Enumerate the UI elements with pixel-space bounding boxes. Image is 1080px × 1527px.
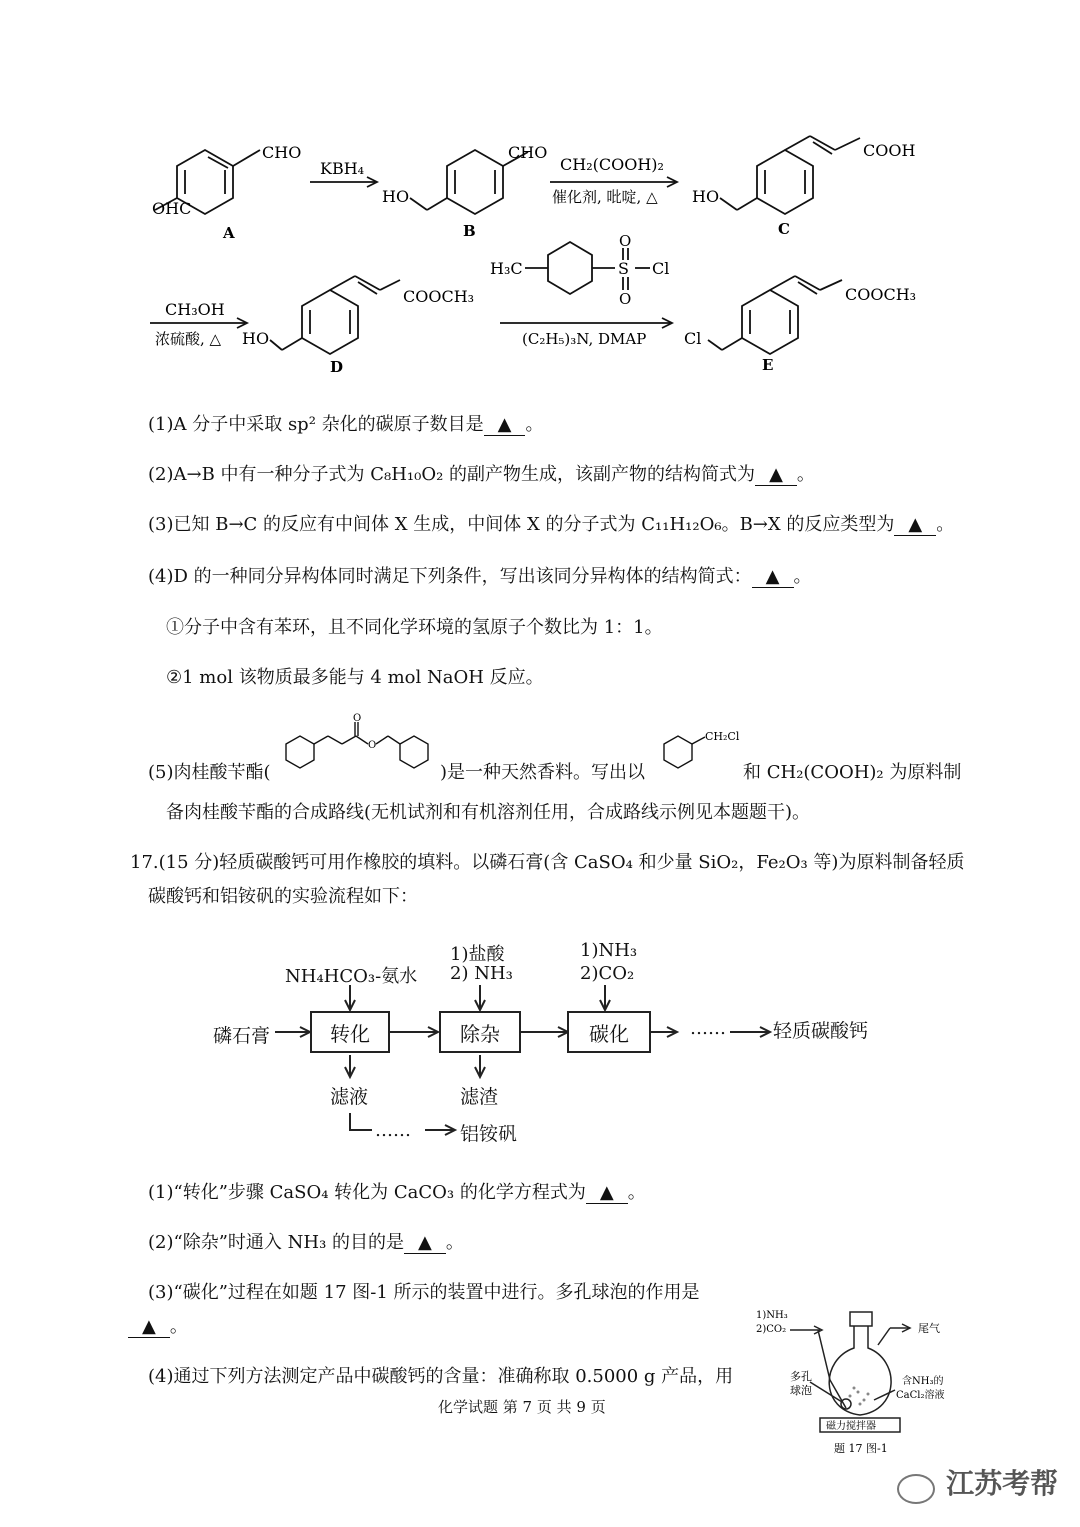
- compound-b-cho: CHO: [508, 143, 548, 162]
- svg-text:题 17 图-1: 题 17 图-1: [834, 1442, 888, 1455]
- compound-e-cooch3: COOCH₃: [845, 285, 917, 304]
- q16-5-middle: )是一种天然香料。写出以: [440, 762, 646, 783]
- q17-intro-1: 17.(15 分)轻质碳酸钙可用作橡胶的填料。以磷石膏(含 CaSO₄ 和少量 SiO₂，Fe₂O₃ 等)为原料制备轻质: [130, 852, 965, 873]
- compound-c-cooh: COOH: [863, 141, 916, 160]
- answer-blank[interactable]: ▲: [404, 1232, 446, 1254]
- q16-5-suffix: 和 CH₂(COOH)₂ 为原料制: [743, 762, 962, 783]
- svg-text:O: O: [353, 713, 362, 724]
- q17-intro-2: 碳酸钙和铝铵矾的实验流程如下：: [148, 886, 418, 907]
- compound-e-cl: Cl: [684, 329, 702, 348]
- arrow3-reagent-bottom: 浓硫酸, △: [155, 330, 222, 348]
- apparatus-figure: [750, 1300, 970, 1465]
- compound-d-ho: HO: [242, 329, 270, 348]
- q16-4-condition-2: ②1 mol 该物质最多能与 4 mol NaOH 反应。: [166, 667, 544, 688]
- tosyl-o-top: O: [619, 232, 632, 250]
- q17-3-answer: ▲ 。: [128, 1312, 188, 1338]
- flow-reagent-3b: 2)CO₂: [580, 963, 635, 984]
- benzyl-chloride-structure: [650, 722, 750, 782]
- wechat-icon: [897, 1474, 935, 1504]
- flow-waste-filtrate: 滤液: [330, 1086, 369, 1108]
- compound-a-label: A: [223, 224, 235, 242]
- svg-text:球泡: 球泡: [790, 1384, 812, 1397]
- flow-waste-residue: 滤渣: [460, 1086, 499, 1108]
- q17-3: (3)“碳化”过程在如题 17 图-1 所示的装置中进行。多孔球泡的作用是: [148, 1282, 700, 1303]
- answer-blank[interactable]: ▲: [484, 414, 526, 436]
- compound-d-label: D: [330, 358, 344, 376]
- benzyl-cinnamate-structure: [268, 712, 443, 782]
- compound-c-label: C: [778, 220, 790, 238]
- q16-1: (1)A 分子中采取 sp² 杂化的碳原子数目是 ▲ 。: [148, 414, 544, 435]
- arrow1-reagent: KBH₄: [320, 159, 365, 178]
- answer-blank[interactable]: ▲: [586, 1182, 628, 1204]
- compound-d-cooch3: COOCH₃: [403, 287, 475, 306]
- svg-text:含NH₃的: 含NH₃的: [902, 1376, 944, 1387]
- svg-text:尾气: 尾气: [918, 1322, 940, 1335]
- q17-2: (2)“除杂”时通入 NH₃ 的目的是 ▲ 。: [148, 1232, 464, 1253]
- q16-5-line2: 备肉桂酸苄酯的合成路线(无机试剂和有机溶剂任用，合成路线示例见本题题干)。: [166, 802, 811, 823]
- compound-c-ho: HO: [692, 187, 720, 206]
- tosyl-h3c: H₃C: [490, 259, 523, 278]
- q17-4: (4)通过下列方法测定产品中碳酸钙的含量：准确称取 0.5000 g 产品，用: [148, 1366, 734, 1387]
- compound-b-label: B: [463, 222, 476, 240]
- svg-text:磁力搅拌器: 磁力搅拌器: [826, 1421, 876, 1432]
- flow-box-carbonation: 碳化: [567, 1011, 651, 1053]
- answer-blank[interactable]: ▲: [755, 464, 797, 486]
- q16-4: (4)D 的一种同分异构体同时满足下列条件，写出该同分异构体的结构简式： ▲ 。: [148, 566, 812, 587]
- answer-blank[interactable]: ▲: [752, 566, 794, 588]
- answer-blank[interactable]: ▲: [894, 514, 936, 536]
- reaction-scheme: [130, 130, 950, 390]
- q17-1: (1)“转化”步骤 CaSO₄ 转化为 CaCO₃ 的化学方程式为 ▲ 。: [148, 1182, 646, 1203]
- arrow4-reagent-bottom: (C₂H₅)₃N, DMAP: [522, 330, 647, 348]
- compound-a-cho: CHO: [262, 143, 302, 162]
- watermark: 江苏考帮: [897, 1462, 1058, 1504]
- q16-4-condition-1: ①分子中含有苯环，且不同化学环境的氢原子个数比为 1：1。: [166, 617, 663, 638]
- arrow3-reagent-top: CH₃OH: [165, 300, 225, 319]
- svg-text:CH₂Cl: CH₂Cl: [705, 730, 740, 743]
- answer-blank[interactable]: ▲: [128, 1316, 170, 1338]
- arrow2-reagent-top: CH₂(COOH)₂: [560, 155, 664, 174]
- svg-text:1)NH₃: 1)NH₃: [756, 1310, 788, 1321]
- flow-bottom-output: 铝铵矾: [460, 1123, 518, 1145]
- q16-2: (2)A→B 中有一种分子式为 C₈H₁₀O₂ 的副产物生成，该副产物的结构简式为 ▲ 。: [148, 464, 815, 485]
- q16-3: (3)已知 B→C 的反应有中间体 X 生成，中间体 X 的分子式为 C₁₁H₁₂O₆。B→X 的反应类型为 ▲ 。: [148, 514, 955, 535]
- tosyl-cl: Cl: [652, 259, 670, 278]
- tosyl-o-bottom: O: [619, 290, 632, 308]
- svg-text:O: O: [368, 740, 377, 751]
- compound-b-ho: HO: [382, 187, 410, 206]
- page-footer: 化学试题 第 7 页 共 9 页: [438, 1398, 606, 1416]
- svg-text:多孔: 多孔: [790, 1370, 812, 1383]
- q16-5-prefix: (5)肉桂酸苄酯(: [148, 762, 271, 783]
- flow-input: 磷石膏: [213, 1025, 271, 1047]
- compound-a-ohc: OHC: [152, 199, 192, 218]
- flow-bottom-dots: ……: [375, 1120, 411, 1141]
- flow-reagent-3a: 1)NH₃: [580, 940, 638, 961]
- flow-output: 轻质碳酸钙: [773, 1020, 869, 1042]
- svg-text:CaCl₂溶液: CaCl₂溶液: [896, 1390, 945, 1401]
- compound-e-label: E: [762, 356, 774, 374]
- tosyl-s: S: [618, 259, 629, 278]
- flow-output-dots: ……: [690, 1018, 726, 1039]
- flow-box-purify: 除杂: [439, 1011, 521, 1053]
- flow-reagent-2b: 2) NH₃: [450, 963, 513, 984]
- svg-text:2)CO₂: 2)CO₂: [756, 1324, 787, 1335]
- flow-box-conversion: 转化: [310, 1011, 390, 1053]
- arrow2-reagent-bottom: 催化剂, 吡啶, △: [552, 188, 658, 206]
- flow-reagent-1: NH₄HCO₃-氨水: [285, 966, 418, 987]
- flow-reagent-2a: 1)盐酸: [450, 944, 505, 965]
